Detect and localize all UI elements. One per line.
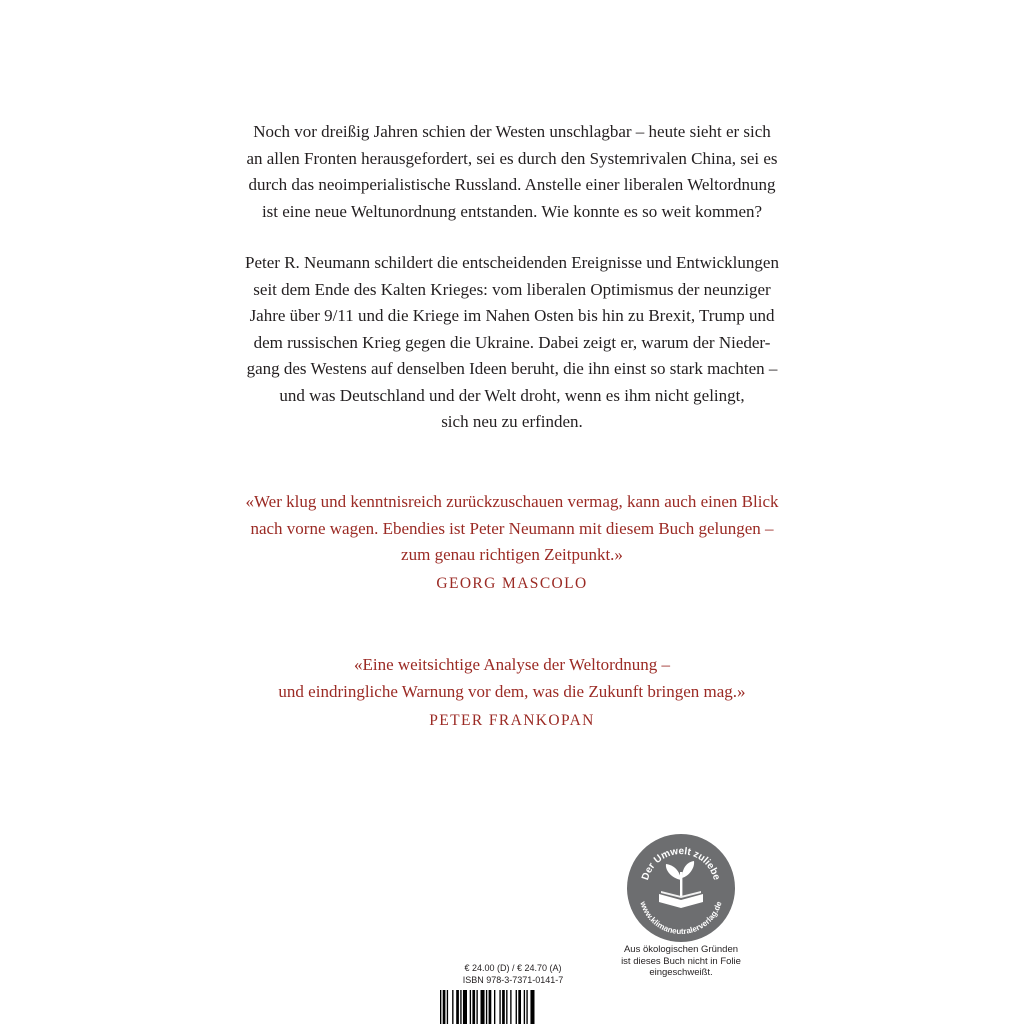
- barcode-bar: [447, 990, 448, 1024]
- quote-line: zum genau richtigen Zeitpunkt.»: [401, 545, 623, 564]
- description-line: durch das neoimperialistische Russland. Anstelle einer liberalen Weltordnung: [248, 175, 776, 194]
- price-box: [440, 962, 586, 986]
- price-text: € 24.00 (D) / € 24.70 (A): [464, 963, 562, 973]
- description-line: Jahre über 9/11 und die Kriege im Nahen Osten bis hin zu Brexit, Trump und: [249, 306, 775, 325]
- description-line: seit dem Ende des Kalten Krieges: vom liberalen Optimismus der neunziger: [253, 279, 771, 299]
- description-line: gang des Westens auf denselben Ideen beruht, die ihn einst so stark machten –: [246, 359, 778, 378]
- barcode-bar: [486, 990, 487, 1024]
- description-line: Noch vor dreißig Jahren schien der Westen unschlagbar – heute sieht er sich: [253, 122, 771, 141]
- quote-author-1: GEORG MASCOLO: [436, 575, 588, 592]
- isbn-text: ISBN 978-3-7371-0141-7: [462, 975, 564, 985]
- eco-note-line: eingeschweißt.: [649, 967, 713, 978]
- blurb-quote-2: [162, 652, 862, 705]
- barcode-bar: [452, 990, 453, 1024]
- eco-note-line: ist dieses Buch nicht in Folie: [621, 955, 741, 967]
- barcode-bar: [518, 990, 521, 1024]
- description-line: sich neu zu erfinden.: [441, 412, 583, 431]
- quote-line: «Eine weitsichtige Analyse der Weltordnung –: [353, 655, 671, 674]
- barcode-bar: [499, 990, 500, 1024]
- barcode-bar: [476, 990, 477, 1024]
- description-line: ist eine neue Weltunordnung entstanden. Wie konnte es so weit kommen?: [261, 201, 763, 221]
- eco-note: [602, 944, 760, 979]
- description-paragraph-2: [212, 250, 812, 436]
- blurb-quote-1: [162, 489, 862, 569]
- barcode-bar: [460, 990, 461, 1024]
- barcode-bar: [530, 990, 534, 1024]
- description-paragraph-1: [212, 119, 812, 225]
- quote-line: «Wer klug und kenntnisreich zurückzuschauen vermag, kann auch einen Blick: [245, 492, 779, 511]
- barcode: [440, 990, 586, 1024]
- eco-badge: [627, 834, 735, 942]
- barcode-bar: [472, 990, 475, 1024]
- barcode-bar: [516, 990, 517, 1024]
- barcode-bar: [506, 990, 507, 1024]
- barcode-bar: [502, 990, 505, 1024]
- barcode-bar: [440, 990, 441, 1024]
- barcode-bar: [510, 990, 511, 1024]
- barcode-bar: [463, 990, 467, 1024]
- quote-line: und eindringliche Warnung vor dem, was die Zukunft bringen mag.»: [278, 681, 746, 701]
- barcode-bar: [470, 990, 471, 1024]
- eco-badge-bottom-text: www.klimaneutralerverlag.de: [638, 900, 724, 937]
- barcode-bar: [526, 990, 527, 1024]
- description-line: Peter R. Neumann schildert die entscheidenden Ereignisse und Entwicklungen: [245, 253, 779, 272]
- barcode-bar: [481, 990, 485, 1024]
- barcode-bar: [494, 990, 495, 1024]
- description-line: und was Deutschland und der Welt droht, wenn es ihm nicht gelingt,: [279, 385, 745, 405]
- barcode-bar: [443, 990, 446, 1024]
- eco-note-line: Aus ökologischen Gründen: [623, 944, 739, 955]
- barcode-bar: [524, 990, 525, 1024]
- barcode-bar: [456, 990, 459, 1024]
- description-line: dem russischen Krieg gegen die Ukraine. Dabei zeigt er, warum der Nieder-: [253, 332, 771, 352]
- eco-badge-top-text: Der Umwelt zuliebe: [640, 845, 722, 882]
- quote-author-2: PETER FRANKOPAN: [429, 712, 595, 729]
- quote-line: nach vorne wagen. Ebendies ist Peter Neumann mit diesem Buch gelungen –: [250, 518, 774, 538]
- barcode-bar: [489, 990, 492, 1024]
- description-line: an allen Fronten herausgefordert, sei es durch den Systemrivalen China, sei es: [246, 148, 778, 168]
